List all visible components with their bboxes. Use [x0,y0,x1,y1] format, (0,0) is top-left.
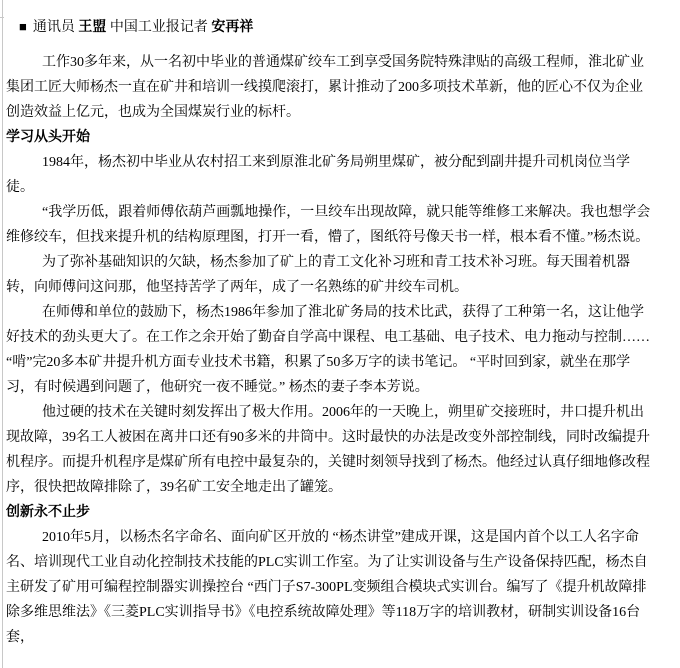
byline-segment: 王盟 [78,20,107,35]
page-left-edge-tick [0,17,4,18]
byline-segment: 通讯员 [32,20,79,35]
page-left-edge-line [2,0,3,668]
paragraph: 1984年，杨杰初中毕业从农村招工来到原淮北矿务局朔里煤矿，被分配到副井提升司机岗位当学徒。 [6,155,630,195]
byline [19,14,654,40]
section-heading: 创新永不止步 [6,505,90,520]
paragraph: 为了弥补基础知识的欠缺，杨杰参加了矿上的青工文化补习班和青工技术补习班。每天围着机器转，向师傅问这问那，他坚持苦学了两年，成了一名熟练的矿井绞车司机。 [6,255,630,295]
paragraph: 在师傅和单位的鼓励下，杨杰1986年参加了淮北矿务局的技术比武，获得了工种第一名，这让他学好技术的劲头更大了。在工作之余开始了勤奋自学高中课程、电工基础、电子技术、电力拖动与控制…… “啃”完20多本矿井提升机方面专业技术书籍，积累了50多万字的读书笔记。 “平时回到家，就坐在那学习，有时候遇到问题了，他研究一夜不睡觉。” 杨杰的妻子李本芳说。 [6,305,650,395]
section-heading: 学习从头开始 [6,130,90,145]
byline-segments [33,20,254,35]
byline-segment: 中国工业报记者 [106,20,212,35]
paragraph: “我学历低，跟着师傅依葫芦画瓢地操作，一旦绞车出现故障，就只能等维修工来解决。我也想学会维修绞车，但找来提升机的结构原理图，打开一看，懵了，图纸符号像天书一样，根本看不懂。”杨杰说。 [6,205,651,245]
byline-segment: 安再祥 [211,20,254,35]
paragraph: 2010年5月，以杨杰名字命名、面向矿区开放的 “杨杰讲堂”建成开课，这是国内首个以工人名字命名、培训现代工业自动化控制技术技能的PLC实训工作室。为了让实训设备与生产设备保持匹配，杨杰自主研发了矿用可编程控制器实训操控台 “西门子S7-300PL变频组合模块式实训台。编写了《提升机故障排除多维思维法》《三菱PLC实训指导书》《电控系统故障处理》等118万字的培训教材，研制实训设备16台套， [6,530,648,645]
paragraph: 他过硬的技术在关键时刻发挥出了极大作用。2006年的一天晚上，朔里矿交接班时，井口提升机出现故障，39名工人被困在离井口还有90多米的井筒中。这时最快的办法是改变外部控制线，同时改编提升机程序。而提升机程序是煤矿所有电控中最复杂的，关键时刻领导找到了杨杰。他经过认真仔细地修改程序，很快把故障排除了，39名矿工安全地走出了罐笼。 [6,405,650,495]
article-body [6,50,654,650]
paragraph: 工作30多年来，从一名初中毕业的普通煤矿绞车工到享受国务院特殊津贴的高级工程师，淮北矿业集团工匠大师杨杰一直在矿井和培训一线摸爬滚打，累计推动了200多项技术革新，他的匠心不仅为企业创造效益上亿元，也成为全国煤炭行业的标杆。 [6,55,644,120]
square-bullet-icon: ■ [19,19,27,34]
